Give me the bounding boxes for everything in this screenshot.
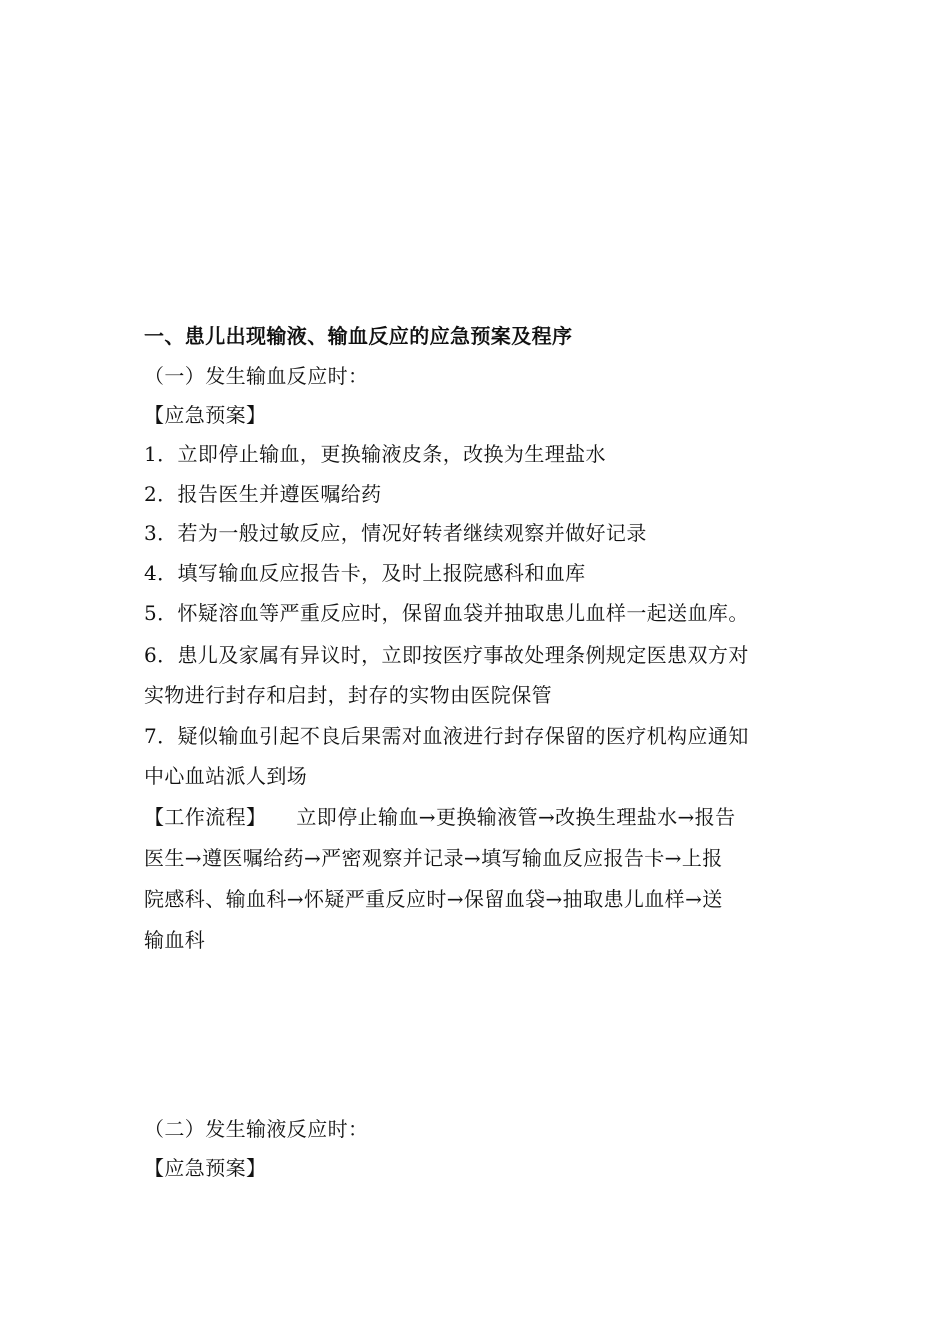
emergency-plan-label: 【应急预案】 — [144, 403, 267, 427]
workflow-text: 立即停止输血→更换输液管→改换生理盐水→报告 — [296, 805, 736, 829]
emergency-plan-label: 【应急预案】 — [144, 1156, 267, 1180]
section-heading: 一、患儿出现输液、输血反应的应急预案及程序 — [144, 324, 573, 348]
plan-item: 4．填写输血反应报告卡，及时上报院感科和血库 — [144, 561, 586, 585]
plan-item: 2．报告医生并遵医嘱给药 — [144, 482, 382, 506]
workflow-label: 【工作流程】 — [144, 805, 267, 829]
plan-item: 5．怀疑溶血等严重反应时，保留血袋并抽取患儿血样一起送血库。 — [144, 601, 749, 625]
plan-item-continuation: 实物进行封存和启封，封存的实物由医院保管 — [144, 683, 552, 707]
workflow-line: 输血科 — [144, 928, 206, 952]
plan-item-continuation: 中心血站派人到场 — [144, 764, 308, 788]
plan-item: 1．立即停止输血，更换输液皮条，改换为生理盐水 — [144, 442, 606, 466]
workflow-line: 医生→遵医嘱给药→严密观察并记录→填写输血反应报告卡→上报 — [144, 846, 723, 870]
subsection-title-blood: （一）发生输血反应时： — [144, 364, 369, 388]
plan-item: 7．疑似输血引起不良后果需对血液进行封存保留的医疗机构应通知 — [144, 724, 749, 748]
plan-item: 3．若为一般过敏反应，情况好转者继续观察并做好记录 — [144, 521, 647, 545]
subsection-title-infusion: （二）发生输液反应时： — [144, 1117, 369, 1141]
plan-item: 6．患儿及家属有异议时，立即按医疗事故处理条例规定医患双方对 — [144, 643, 749, 667]
workflow-line: 院感科、输血科→怀疑严重反应时→保留血袋→抽取患儿血样→送 — [144, 887, 723, 911]
workflow-line — [144, 797, 814, 837]
